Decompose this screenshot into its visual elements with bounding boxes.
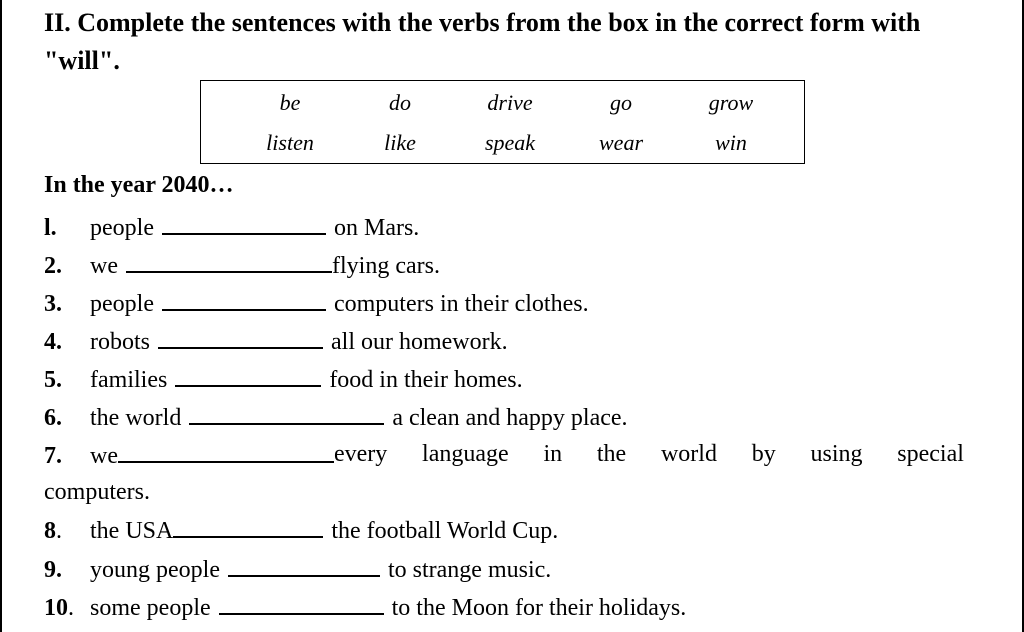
sentence-start: people — [90, 215, 154, 241]
answer-blank-2[interactable] — [126, 249, 332, 273]
answer-blank-1[interactable] — [162, 211, 326, 235]
item-number: 3. — [44, 291, 62, 317]
sentence-start: we — [90, 443, 118, 469]
answer-blank-7[interactable] — [118, 439, 334, 463]
sentence-7-word: in — [543, 441, 563, 467]
sentence-start: families — [90, 367, 168, 393]
sentence-end: on Mars. — [333, 215, 420, 241]
sentence-end: computers in their clothes. — [333, 291, 589, 317]
item-number: 2. — [44, 253, 62, 279]
word-like: like — [384, 130, 416, 155]
sentence-7-continued: computers. — [44, 479, 150, 505]
item-number: 10. — [44, 595, 74, 621]
word-drive: drive — [487, 90, 533, 115]
word-box — [200, 80, 805, 164]
sentence-end: a clean and happy place. — [392, 405, 628, 431]
sentence-2 — [44, 249, 440, 281]
sentence-7-word: the — [596, 441, 627, 467]
answer-blank-4[interactable] — [158, 325, 323, 349]
sentence-3 — [44, 287, 589, 319]
sentence-end: to strange music. — [387, 557, 552, 583]
answer-blank-5[interactable] — [175, 363, 321, 387]
item-number: 6. — [44, 405, 62, 431]
item-number: 4. — [44, 329, 62, 355]
sentence-9 — [44, 553, 551, 585]
item-number: 7. — [44, 443, 62, 469]
sentence-6 — [44, 401, 628, 433]
sentence-start: the world — [90, 405, 182, 431]
answer-blank-3[interactable] — [162, 287, 326, 311]
sentence-1 — [44, 211, 419, 243]
item-number: l. — [44, 215, 57, 241]
word-speak: speak — [484, 130, 536, 155]
word-grow: grow — [708, 90, 754, 115]
word-win: win — [715, 130, 747, 155]
sentence-start: young people — [90, 557, 220, 583]
sentence-4 — [44, 325, 508, 357]
sentence-8 — [44, 514, 558, 546]
sentence-7-word: every — [333, 441, 388, 467]
item-number: 8. — [44, 518, 62, 544]
sentence-start: some people — [90, 595, 211, 621]
sentence-start: we — [90, 253, 118, 279]
item-number: 5. — [44, 367, 62, 393]
frame-left-border — [0, 0, 2, 632]
sentence-7-word: using — [810, 441, 863, 467]
answer-blank-8[interactable] — [173, 514, 323, 538]
sentence-end: flying cars. — [331, 253, 440, 279]
sentence-7-word: special — [897, 441, 964, 467]
sentence-end: food in their homes. — [329, 367, 523, 393]
sentence-end — [334, 439, 964, 471]
sentence-7 — [44, 439, 964, 471]
sentence-start: people — [90, 291, 154, 317]
sentence-7-word: world — [660, 441, 717, 467]
exercise-title: II. Complete the sentences with the verbs from the box in the correct form with "will". — [44, 8, 921, 75]
sentence-start: the USA — [90, 518, 174, 544]
item-number: 9. — [44, 557, 62, 583]
sentence-10 — [44, 591, 686, 623]
answer-blank-10[interactable] — [219, 591, 384, 615]
word-wear: wear — [599, 130, 643, 155]
sentence-7-word: language — [422, 441, 509, 467]
word-go: go — [610, 90, 632, 115]
sentence-end: all our homework. — [331, 329, 508, 355]
subheading: In the year 2040… — [44, 172, 234, 198]
sentence-end: to the Moon for their holidays. — [391, 595, 687, 621]
word-be: be — [279, 90, 301, 115]
sentence-start: robots — [90, 329, 150, 355]
sentence-end: the football World Cup. — [331, 518, 559, 544]
answer-blank-9[interactable] — [228, 553, 380, 577]
word-listen: listen — [266, 130, 314, 155]
sentence-7-start — [44, 439, 334, 471]
sentence-5 — [44, 363, 523, 395]
word-do: do — [389, 90, 411, 115]
answer-blank-6[interactable] — [189, 401, 384, 425]
sentence-7-word: by — [751, 441, 776, 467]
